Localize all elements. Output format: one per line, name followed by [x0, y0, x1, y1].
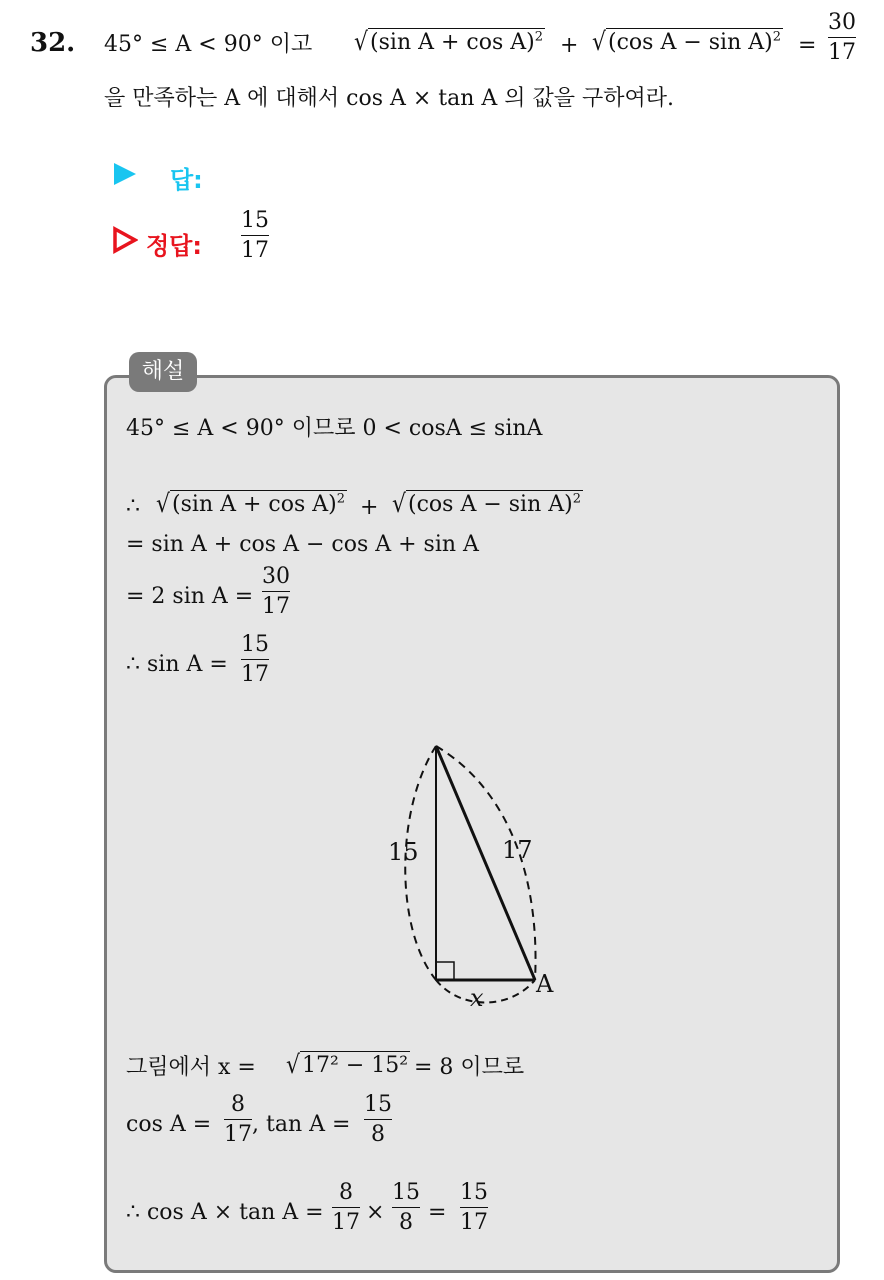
plus-sign: +	[560, 33, 579, 58]
answer-label: 답:	[170, 166, 203, 194]
solution-line-5: ∴ sin A =	[126, 652, 228, 677]
solution-line-1: 45° ≤ A < 90° 이므로 0 < cosA ≤ sinA	[126, 416, 543, 441]
question-rhs-fraction: 30 17	[828, 10, 856, 65]
question-condition: 45° ≤ A < 90° 이고	[104, 32, 313, 57]
triangle-figure	[370, 730, 570, 1020]
solution-line-7-tan-fraction: 15 8	[364, 1092, 392, 1147]
solution-line-5-fraction: 15 17	[241, 632, 269, 687]
solution-line-8-fraction-b: 15 8	[392, 1180, 420, 1235]
solution-line-7-cos: cos A =	[126, 1112, 212, 1137]
solution-line-8: ∴ cos A × tan A =	[126, 1200, 324, 1225]
label-vertex-a: A	[536, 970, 554, 998]
label-side-vertical: 15	[388, 838, 419, 866]
solution-line-4: = 2 sin A =	[126, 584, 254, 609]
times-sign: ×	[366, 1200, 385, 1225]
solution-line-8-fraction-c: 15 17	[460, 1180, 488, 1235]
outline-play-icon	[112, 226, 138, 258]
label-side-hyp: 17	[502, 836, 533, 864]
solution-tag: 해설	[129, 352, 197, 392]
solution-line-7-cos-fraction: 8 17	[224, 1092, 252, 1147]
solution-root-2: √(cos A − sin A)$^2$	[392, 490, 582, 519]
question-line-2: 을 만족하는 A 에 대해서 cos A × tan A 의 값을 구하여라.	[104, 86, 675, 111]
solution-line-7-tan: , tan A =	[252, 1112, 351, 1137]
question-number: 32.	[30, 28, 76, 58]
solution-line-3: = sin A + cos A − cos A + sin A	[126, 532, 479, 557]
solution-line-6-pre: 그림에서 x =	[126, 1055, 256, 1080]
correct-answer-label: 정답:	[146, 232, 202, 260]
solution-root-1: √(sin A + cos A)$^2$	[156, 490, 346, 519]
solution-line-6-post: = 8 이므로	[414, 1055, 525, 1080]
arc-base	[436, 980, 535, 1003]
question-root-2: √(cos A − sin A)$^2$	[592, 28, 782, 57]
correct-answer-fraction: 15 17	[241, 208, 269, 263]
label-side-base: x	[470, 984, 484, 1012]
play-icon	[112, 161, 138, 191]
solution-line-8-fraction-a: 8 17	[332, 1180, 360, 1235]
question-root-1: √(sin A + cos A)$^2$	[354, 28, 544, 57]
solution-line-4-fraction: 30 17	[262, 564, 290, 619]
solution-line-8-equals: =	[428, 1200, 447, 1225]
equals-sign: =	[798, 33, 817, 58]
solution-line-6-root: √17² − 15²	[286, 1051, 409, 1080]
therefore-symbol: ∴	[126, 494, 140, 519]
solution-plus: +	[360, 495, 379, 520]
right-angle-mark	[436, 962, 454, 980]
